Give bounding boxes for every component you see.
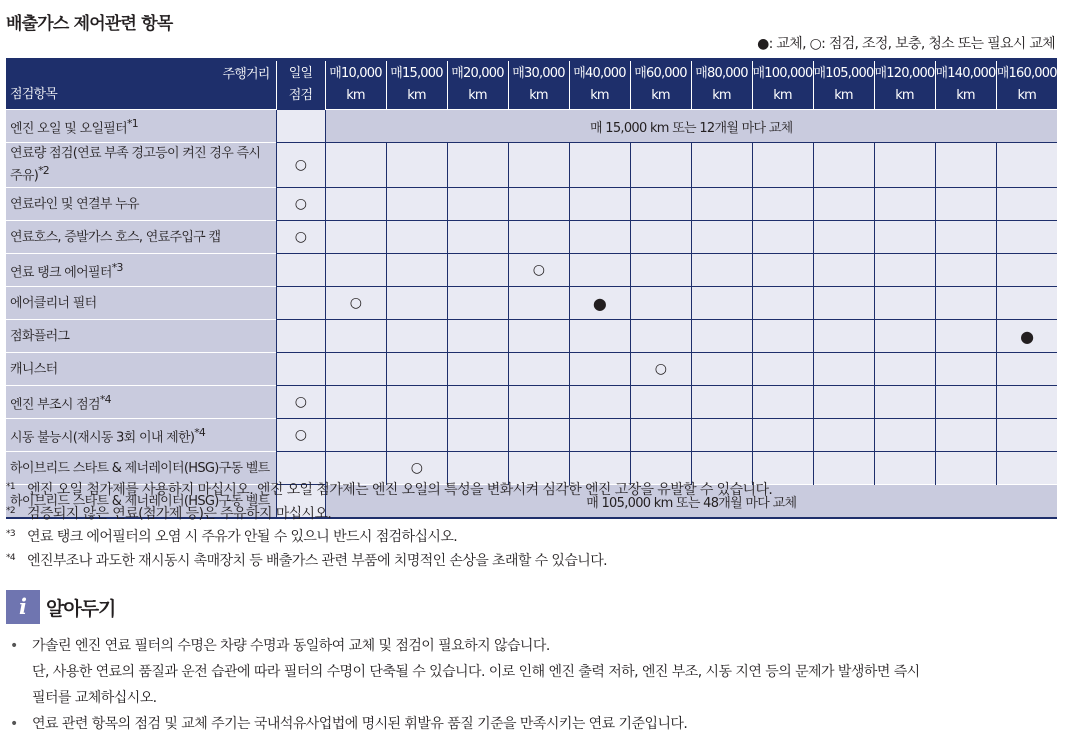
interval-cell	[996, 143, 1057, 188]
footnote-text: 엔진부조나 과도한 재시동시 촉매장치 등 배출가스 관련 부품에 치명적인 손상을 초래할 수 있습니다.	[27, 552, 607, 569]
footnote-mark: *1	[6, 482, 16, 492]
interval-cell	[325, 353, 386, 386]
item-footnote-ref: *3	[111, 260, 123, 274]
interval-cell	[691, 320, 752, 353]
interval-cell	[813, 386, 874, 419]
item-label: 엔진 오일 및 오일필터	[10, 121, 128, 137]
interval-cell	[813, 419, 874, 452]
interval-header-7	[752, 60, 813, 110]
info-icon: i	[6, 590, 40, 624]
item-label: 점화플러그	[10, 328, 70, 344]
interval-cell	[569, 419, 630, 452]
interval-header-unit: km	[407, 88, 426, 103]
item-cell	[6, 353, 276, 386]
interval-cell	[874, 287, 935, 320]
interval-cell	[325, 143, 386, 188]
interval-cell	[569, 254, 630, 287]
interval-cell	[508, 287, 569, 320]
open-circle-icon: ○	[294, 196, 307, 212]
footnote-text: 연료 탱크 에어필터의 오염 시 주유가 안될 수 있으니 반드시 점검하십시오.	[27, 529, 458, 545]
interval-cell	[752, 320, 813, 353]
bullet-icon: •	[10, 638, 18, 654]
interval-cell	[569, 188, 630, 221]
interval-cell	[935, 386, 996, 419]
item-cell	[6, 320, 276, 353]
interval-cell	[996, 320, 1057, 353]
footnote-row	[6, 550, 772, 574]
daily-check-cell	[276, 143, 325, 188]
interval-cell	[447, 320, 508, 353]
footnote-text: 검증되지 않은 연료(첨가제 등)은 주유하지 마십시오.	[27, 505, 332, 522]
footnotes	[6, 479, 772, 573]
item-label: 하이브리드 스타트 & 제너레이터(HSG)구동 벨트	[10, 493, 270, 509]
interval-header-unit: km	[529, 88, 548, 103]
interval-cell	[935, 353, 996, 386]
daily-check-cell	[276, 254, 325, 287]
interval-cell	[508, 353, 569, 386]
item-cell	[6, 254, 276, 287]
interval-cell	[630, 320, 691, 353]
interval-cell	[935, 320, 996, 353]
interval-cell	[935, 188, 996, 221]
interval-cell	[935, 452, 996, 485]
interval-cell	[386, 254, 447, 287]
info-item-line: 가솔린 엔진 연료 필터의 수명은 차량 수명과 동일하여 교체 및 점검이 필요하지 않습니다.	[32, 638, 550, 654]
table-row	[6, 188, 1057, 221]
item-footnote-ref: *4	[99, 392, 111, 406]
item-label: 하이브리드 스타트 & 제너레이터(HSG)구동 벨트	[10, 460, 270, 476]
footnote-mark: *2	[6, 505, 16, 516]
open-circle-icon: ○	[294, 229, 307, 245]
legend-inspect-label: : 점검, 조정, 보충, 청소 또는 필요시 교체	[821, 36, 1055, 52]
table-row	[6, 419, 1057, 452]
interval-cell	[569, 320, 630, 353]
interval-cell	[325, 386, 386, 419]
interval-cell	[569, 221, 630, 254]
item-footnote-ref: *1	[127, 116, 138, 130]
footnote-mark: *4	[6, 552, 16, 563]
interval-cell	[569, 386, 630, 419]
interval-header-distance: 매80,000	[695, 66, 748, 81]
interval-cell	[874, 419, 935, 452]
page-title: 배출가스 제어관련 항목	[6, 14, 173, 34]
interval-header-distance: 매40,000	[573, 66, 626, 81]
interval-cell	[813, 143, 874, 188]
interval-header-distance: 매160,000	[996, 66, 1057, 81]
interval-cell	[874, 221, 935, 254]
interval-header-6	[691, 60, 752, 110]
interval-header-11	[996, 60, 1057, 110]
interval-cell	[630, 221, 691, 254]
item-cell	[6, 419, 276, 452]
interval-header-unit: km	[773, 88, 792, 103]
interval-cell	[325, 254, 386, 287]
mileage-header-label: 주행거리	[222, 67, 270, 82]
interval-header-1	[386, 60, 447, 110]
daily-check-header-line: 일일	[288, 66, 313, 81]
info-item-text	[32, 633, 1060, 711]
open-circle-icon: ○	[294, 394, 307, 410]
corner-header-cell	[6, 60, 276, 110]
interval-cell	[874, 188, 935, 221]
interval-header-10	[935, 60, 996, 110]
interval-cell	[874, 320, 935, 353]
interval-header-distance: 매100,000	[752, 66, 813, 81]
table-row	[6, 143, 1057, 188]
interval-header-2	[447, 60, 508, 110]
table-row	[6, 110, 1057, 143]
full-circle-icon: ●	[1020, 326, 1034, 346]
interval-header-4	[569, 60, 630, 110]
interval-cell	[630, 143, 691, 188]
interval-cell	[874, 143, 935, 188]
interval-cell	[447, 287, 508, 320]
interval-cell	[996, 221, 1057, 254]
item-cell	[6, 110, 276, 143]
interval-cell	[386, 386, 447, 419]
interval-cell	[325, 221, 386, 254]
interval-cell	[996, 419, 1057, 452]
info-item-line: 필터를 교체하십시오.	[32, 690, 157, 706]
item-label: 연료호스, 증발가스 호스, 연료주입구 캡	[10, 229, 221, 245]
interval-cell	[935, 143, 996, 188]
item-cell	[6, 143, 276, 188]
interval-cell	[569, 353, 630, 386]
interval-cell	[325, 287, 386, 320]
item-header-label: 점검항목	[10, 87, 58, 102]
interval-header-distance: 매120,000	[874, 66, 935, 81]
footnote-text: 엔진 오일 첨가제를 사용하지 마십시오. 엔진 오일 첨가제는 엔진 오일의 특성을 변화시켜 심각한 엔진 고장을 유발할 수 있습니다.	[27, 482, 773, 498]
item-footnote-ref: *2	[38, 164, 49, 178]
interval-header-0	[325, 60, 386, 110]
daily-check-cell	[276, 188, 325, 221]
interval-cell	[813, 254, 874, 287]
bullet-icon: •	[10, 716, 18, 732]
daily-check-cell	[276, 386, 325, 419]
table-row	[6, 353, 1057, 386]
table-row	[6, 254, 1057, 287]
interval-cell	[752, 287, 813, 320]
interval-cell	[386, 143, 447, 188]
legend	[757, 33, 1055, 53]
maintenance-schedule-table	[6, 58, 1057, 519]
interval-header-unit: km	[956, 88, 975, 103]
item-label: 캐니스터	[10, 361, 58, 377]
info-item-line: 단, 사용한 연료의 품질과 운전 습관에 따라 필터의 수명이 단축될 수 있습니다. 이로 인해 엔진 출력 저하, 엔진 부조, 시동 지연 등의 문제가 발생하면 즉시	[32, 664, 920, 680]
interval-header-unit: km	[651, 88, 670, 103]
interval-cell	[935, 254, 996, 287]
interval-cell	[874, 353, 935, 386]
interval-cell	[569, 287, 630, 320]
info-title: 알아두기	[46, 597, 116, 620]
daily-check-cell	[276, 287, 325, 320]
open-circle-icon: ○	[349, 295, 362, 311]
interval-cell	[996, 254, 1057, 287]
interval-cell	[447, 353, 508, 386]
interval-cell	[386, 221, 447, 254]
table-row	[6, 221, 1057, 254]
interval-cell	[996, 353, 1057, 386]
full-circle-icon: ●	[757, 36, 769, 52]
item-label: 연료라인 및 연결부 누유	[10, 196, 139, 212]
interval-cell	[752, 386, 813, 419]
interval-header-distance: 매20,000	[451, 66, 504, 81]
item-footnote-ref: *4	[194, 425, 206, 439]
interval-cell	[447, 188, 508, 221]
interval-cell	[996, 287, 1057, 320]
open-circle-icon: ○	[532, 262, 545, 278]
interval-cell	[874, 386, 935, 419]
open-circle-icon: ○	[410, 460, 423, 476]
interval-header-unit: km	[712, 88, 731, 103]
interval-span-note: 매 105,000 km 또는 48개월 마다 교체	[325, 485, 1057, 519]
info-item-text	[32, 711, 1060, 737]
full-circle-icon: ●	[592, 293, 607, 313]
interval-header-5	[630, 60, 691, 110]
interval-cell	[996, 188, 1057, 221]
info-list-item	[10, 711, 1060, 737]
table-row	[6, 287, 1057, 320]
interval-cell	[508, 419, 569, 452]
info-list	[10, 633, 1060, 737]
interval-header-distance: 매10,000	[329, 66, 382, 81]
interval-header-unit: km	[346, 88, 365, 103]
interval-cell	[996, 452, 1057, 485]
interval-cell	[508, 221, 569, 254]
interval-cell	[996, 386, 1057, 419]
interval-cell	[447, 221, 508, 254]
interval-header-9	[874, 60, 935, 110]
interval-cell	[813, 353, 874, 386]
interval-cell	[752, 353, 813, 386]
interval-cell	[386, 188, 447, 221]
interval-cell	[508, 386, 569, 419]
item-label: 시동 불능시(재시동 3회 이내 제한)	[10, 430, 195, 446]
interval-cell	[752, 221, 813, 254]
interval-cell	[325, 188, 386, 221]
daily-check-cell	[276, 320, 325, 353]
daily-check-header-line: 점검	[288, 88, 313, 103]
interval-cell	[935, 221, 996, 254]
interval-cell	[691, 188, 752, 221]
item-cell	[6, 386, 276, 419]
interval-cell	[752, 419, 813, 452]
item-label: 연료 탱크 에어필터	[10, 265, 112, 281]
footnote-row	[6, 503, 772, 527]
interval-cell	[752, 143, 813, 188]
interval-cell	[813, 188, 874, 221]
interval-span-note: 매 15,000 km 또는 12개월 마다 교체	[325, 110, 1057, 143]
interval-cell	[630, 419, 691, 452]
interval-cell	[447, 254, 508, 287]
interval-header-distance: 매140,000	[935, 66, 996, 81]
interval-cell	[386, 287, 447, 320]
interval-cell	[691, 221, 752, 254]
interval-cell	[813, 452, 874, 485]
interval-header-distance: 매15,000	[390, 66, 443, 81]
interval-header-8	[813, 60, 874, 110]
interval-cell	[386, 320, 447, 353]
item-cell	[6, 287, 276, 320]
item-label: 에어클리너 필터	[10, 295, 97, 311]
info-list-item	[10, 633, 1060, 711]
table-row	[6, 320, 1057, 353]
interval-cell	[691, 287, 752, 320]
interval-cell	[813, 320, 874, 353]
interval-header-unit: km	[895, 88, 914, 103]
interval-cell	[508, 320, 569, 353]
item-cell	[6, 188, 276, 221]
interval-header-distance: 매30,000	[512, 66, 565, 81]
interval-cell	[630, 188, 691, 221]
info-header	[6, 590, 115, 624]
interval-cell	[569, 143, 630, 188]
interval-cell	[813, 287, 874, 320]
interval-cell	[630, 287, 691, 320]
interval-cell	[691, 353, 752, 386]
item-label: 엔진 부조시 점검	[10, 397, 100, 413]
interval-cell	[752, 188, 813, 221]
footnote-row	[6, 526, 772, 550]
interval-cell	[447, 386, 508, 419]
interval-cell	[386, 419, 447, 452]
item-label: 연료량 점검(연료 부족 경고등이 켜진 경우 즉시 주유)	[10, 146, 261, 184]
interval-cell	[386, 353, 447, 386]
daily-check-cell	[276, 419, 325, 452]
interval-cell	[508, 188, 569, 221]
open-circle-icon: ○	[809, 36, 822, 52]
interval-cell	[691, 386, 752, 419]
interval-cell	[935, 419, 996, 452]
interval-cell	[630, 353, 691, 386]
interval-cell	[874, 254, 935, 287]
item-cell	[6, 221, 276, 254]
legend-replace-label: : 교체,	[768, 36, 810, 52]
open-circle-icon: ○	[294, 157, 307, 173]
footnote-row	[6, 479, 772, 503]
interval-header-3	[508, 60, 569, 110]
open-circle-icon: ○	[654, 361, 667, 377]
interval-cell	[508, 143, 569, 188]
interval-cell	[691, 419, 752, 452]
open-circle-icon: ○	[294, 427, 307, 443]
footnote-mark: *3	[6, 529, 16, 539]
daily-check-cell	[276, 110, 325, 143]
interval-cell	[325, 320, 386, 353]
interval-cell	[691, 143, 752, 188]
interval-cell	[447, 143, 508, 188]
table-row	[6, 386, 1057, 419]
interval-cell	[935, 287, 996, 320]
interval-header-unit: km	[590, 88, 609, 103]
interval-cell	[447, 419, 508, 452]
interval-cell	[630, 254, 691, 287]
interval-header-unit: km	[1017, 88, 1037, 103]
daily-check-cell	[276, 353, 325, 386]
interval-header-distance: 매105,000	[813, 66, 874, 81]
interval-cell	[508, 254, 569, 287]
interval-cell	[813, 221, 874, 254]
corner-header	[6, 61, 276, 109]
interval-header-unit: km	[834, 88, 853, 103]
interval-cell	[752, 254, 813, 287]
interval-cell	[874, 452, 935, 485]
interval-cell	[325, 419, 386, 452]
interval-header-distance: 매60,000	[634, 66, 687, 81]
daily-check-cell	[276, 221, 325, 254]
interval-cell	[691, 254, 752, 287]
daily-check-header	[276, 60, 325, 110]
interval-cell	[630, 386, 691, 419]
info-item-line: 연료 관련 항목의 점검 및 교체 주기는 국내석유사업법에 명시된 휘발유 품질 기준을 만족시키는 연료 기준입니다.	[32, 716, 688, 732]
interval-header-unit: km	[468, 88, 487, 103]
